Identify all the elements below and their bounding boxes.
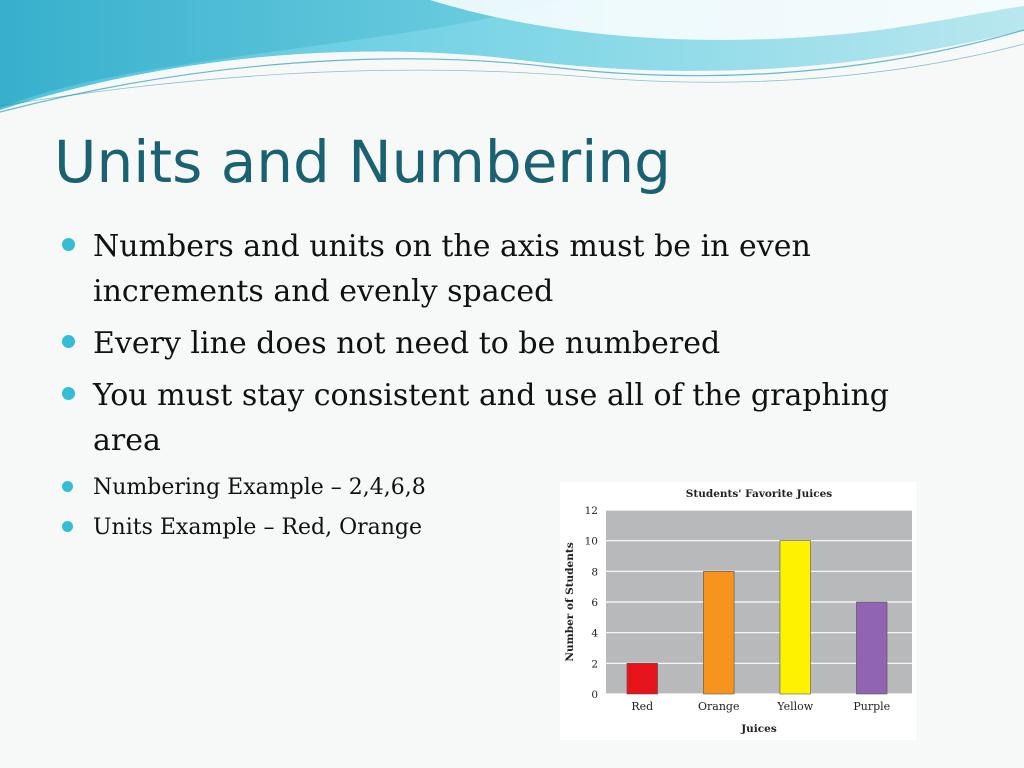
bullet-text: You must stay consistent and use all of the graphing area xyxy=(93,378,889,458)
bullet-text: Units Example – Red, Orange xyxy=(93,515,423,540)
bullet-dot-icon xyxy=(62,387,75,400)
bullet-item xyxy=(62,321,942,366)
x-tick-label: Orange xyxy=(698,700,740,713)
y-tick-label: 8 xyxy=(591,566,598,579)
x-tick-label: Yellow xyxy=(777,700,814,713)
bullet-text: Numbering Example – 2,4,6,8 xyxy=(93,475,426,500)
bullet-text: Numbers and units on the axis must be in even increments and evenly spaced xyxy=(93,229,811,309)
header-wave-decoration xyxy=(0,0,1024,120)
bar xyxy=(856,602,887,694)
y-tick-label: 4 xyxy=(591,627,598,640)
bullet-dot-icon xyxy=(62,335,75,348)
x-tick-label: Red xyxy=(631,700,654,713)
y-tick-label: 0 xyxy=(591,689,598,701)
bar-chart xyxy=(560,482,916,740)
y-tick-label: 12 xyxy=(584,505,598,517)
bar xyxy=(703,571,734,694)
x-axis-label: Juices xyxy=(741,723,777,735)
bullet-text: Every line does not need to be numbered xyxy=(93,326,721,361)
y-tick-label: 2 xyxy=(591,658,598,671)
bullet-dot-icon xyxy=(62,521,73,532)
x-tick-label: Purple xyxy=(853,700,891,713)
bar xyxy=(627,663,658,694)
bar xyxy=(780,541,811,694)
y-axis-label: Number of Students xyxy=(564,542,576,662)
bullet-dot-icon xyxy=(62,481,73,492)
slide-title: Units and Numbering xyxy=(54,128,671,196)
y-tick-label: 6 xyxy=(591,597,598,609)
y-tick-label: 10 xyxy=(584,535,598,548)
bullet-item xyxy=(62,373,942,463)
bar-chart-svg xyxy=(560,482,916,740)
bullet-dot-icon xyxy=(62,238,75,251)
chart-title: Students' Favorite Juices xyxy=(685,488,833,500)
bullet-item xyxy=(62,224,942,314)
